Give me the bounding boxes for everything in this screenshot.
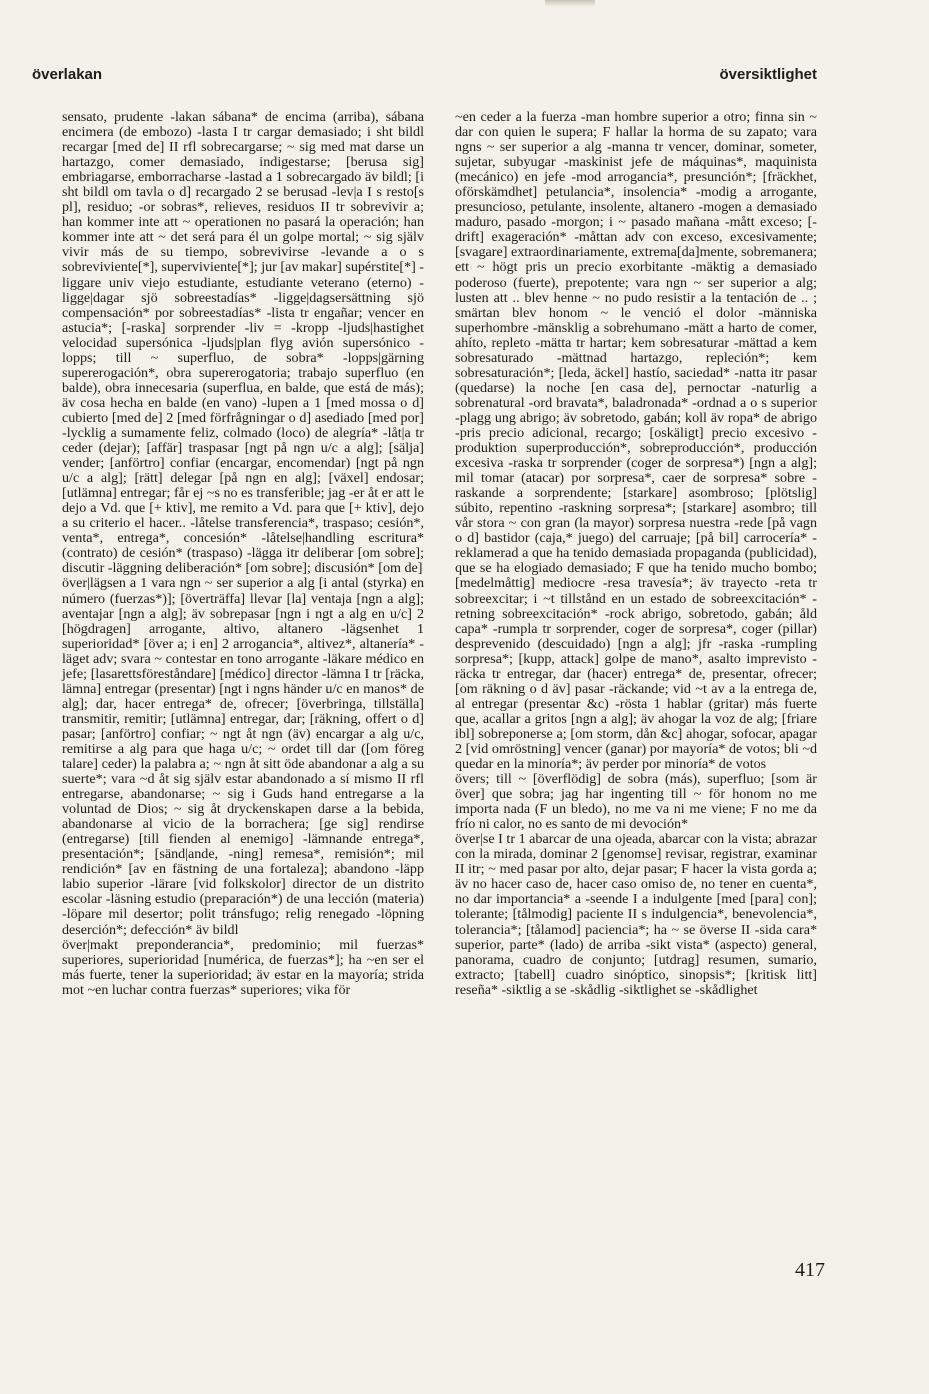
header-right-guide-word: översiktlighet <box>719 66 817 83</box>
entry-paragraph: ~en ceder a la fuerza -man hombre superior a otro; finna sin ~ dar con quien le supera; F hallar la horma de su zapato; vara ngns ~ ser superior a alg -manna tr vencer, dominar, someter, sujetar, subyugar -maskinist jefe de máquinas*, maquinista (mecánico) en jefe -mod arrogancia*, presunción*; [fräckhet, oförskämdhet] petulancia*, insolencia* -modig a arrogante, presuncioso, petulante, insolente, altanero -mogen a demasiado maduro, pasado -morgon; i ~ pasado mañana -mått exceso; [-drift] exageración* -måttan adv con exceso, excesivamente; [svagare] extraordinariamente, extrema[da]mente, sobremanera; ett ~ högt pris un precio exorbitante -mäktig a demasiado poderoso (fuerte), prepotente; vara ngn ~ ser superior a alg; lusten att .. blev henne ~ no pudo resistir a la tentación de .. ; smärtan blev honom ~ le venció el dolor -människa superhombre -mänsklig a sobrehumano -mätt a harto de comer, ahíto, repleto -mätta tr hartar; kem sobresaturar -mättad a kem sobresaturado -mättnad hartazgo, repleción*; kem sobresaturación*; [leda, äckel] hastío, saciedad* -natta itr pasar (quedarse) la noche [en casa de], pernoctar -naturlig a sobrenatural -ord bravata*, baladronada* -ordnad a o s superior -plagg ung abrigo; äv sobretodo, gabán; koll äv ropa* de abrigo -pris precio adicional, recargo; [oskäligt] precio excesivo -produktion superproducción*, sobreproducción*, producción excesiva -raska tr sorprender (coger de sorpresa*) [ngn a alg]; mil tomar (atacar) por sorpresa*, caer de sorpresa* sobre -raskande a sorprendente; [starkare] asombroso; [plötslig] súbito, repentino -raskning sorpresa*; [starkare] asombro; till vår stora ~ con gran (la mayor) sorpresa nuestra -rede [på vagn o d] bastidor (caja,* juego) del carruaje; [på bil] carrocería* -reklamerad a que ha tenido demasiada propaganda (publicidad), que se ha elogiado demasiado; F que ha tenido mucho bombo; [medelmåttig] mediocre -resa travesía*; äv trayecto -reta tr sobreexcitar; i ~t tillstånd en un estado de sobreexcitación* -retning sobreexcitación* -rock abrigo, sobretodo, gabán; åld capa* -rumpla tr sorprender, coger de sorpresa*, coger (pillar) desprevenido (descuidado) [ngn a alg]; jfr -raska -rumpling sorpresa*; [kupp, attack] golpe de mano*, asalto imprevisto -räcka tr entregar, dar (hacer) entrega* de, presentar, ofrecer; [om räkning o d äv] pasar -räckande; vid ~t av a la entrega de, al entregar (presentar &c) -rösta 1 hablar (gritar) más fuerte que, acallar a gritos [ngn a alg]; äv ahogar la voz de alg; [friare ibl] sobreponerse a; [om storm, dån &c] ahogar, sofocar, apagar 2 [vid omröstning] vencer (ganar) por mayoría* de votos; bli ~d quedar en la minoría*; äv perder por minoría* de votos <box>455 109 817 773</box>
entry-paragraph: över|lägsen a 1 vara ngn ~ ser superior a alg [i antal (styrka) en número (fuerzas*)]; [överträffa] llevar [la] ventaja [ngn a alg]; aventajar [ngn a alg]; äv sobrepasar [ngn i ngt a alg en u/c] 2 [högdragen] arrogante, altivo, altanero -lägsenhet 1 superioridad* [över a; i en] 2 arrogancia*, altivez*, altanería* -läget adv; svara ~ contestar en tono arrogante -läkare médico en jefe; [lasarettsföreståndare] [médico] director -lämna I tr [räcka, lämna] entregar (presentar) [ngt i ngns händer u/c en manos* de alg]; dar, hacer entrega* de, ofrecer; [överbringa, tillställa] transmitir, remitir; [utlämna] entregar, dar; [räkning, offert o d] pasar; [anförtro] confiar; ~ ngt åt ngn (äv) encargar a alg u/c, remitirse a alg para que haga u/c; ~ ordet till dar ([om föreg talare] ceder) la palabra a; ~ ngn åt sitt öde abandonar a alg a su suerte*; vara ~d åt sig själv estar abandonado a sí mismo II rfl entregarse, abandonarse; ~ sig i Guds hand entregarse a la voluntad de Dios; ~ sig åt dryckenskapen darse a la bebida, abandonarse al vicio de la borrachera; [ge sig] rendirse (entregarse) [till fienden al enemigo] -lämnande entrega*, presentación*; [sänd|ande, -ning] remesa*, remisión*; mil rendición* [av en fästning de una fortaleza]; abandono -läpp labio superior -lärare [vid folkskolor] director de un distrito escolar -läsning estudio (preparación*) de una lección (materia) -löpare mil desertor; polit tránsfugo; relig renegado -löpning deserción*; defección* äv bildl <box>62 575 424 938</box>
left-column <box>62 110 424 998</box>
entry-paragraph: övers; till ~ [överflödig] de sobra (más), superfluo; [som är över] que sobra; jag har ingenting till ~ för honom no me importa nada (F un bledo), no me va ni me viene; F no me da frío ni calor, no es santo de mi devoción* <box>455 771 817 833</box>
page-fold-mark <box>545 0 595 6</box>
entry-paragraph: över|makt preponderancia*, predominio; mil fuerzas* superiores, superioridad [numérica, de fuerzas*]; ha ~en ser el más fuerte, tener la superioridad; äv estar en la mayoría; strida mot ~en luchar contra fuerzas* superiores; vika för <box>62 936 424 998</box>
page-number: 417 <box>795 1259 825 1281</box>
right-column <box>455 110 817 998</box>
entry-paragraph: sensato, prudente -lakan sábana* de encima (arriba), sábana encimera (de embozo) -lasta I tr cargar demasiado; i sht bildl recargar [med de] II rfl sobrecargarse; ~ sig med mat darse un hartazgo, comer demasiado, indigestarse; [berusa sig] embriagarse, emborracharse -lastad a 1 sobrecargado äv bildl; [i sht bildl om tavla o d] recargado 2 se berusad -lev|a I s resto[s pl], residuo; -or sobras*, relieves, residuos II tr sobrevivir a; han kommer inte att ~ operationen no pasará la operación; han kommer inte att ~ det será para él un golpe mortal; ~ sig själv vivir más de su tiempo, sobrevivirse -levande a o s sobreviviente[*], superviviente[*]; jur [av makar] supérstite[*] -liggare univ viejo estudiante, estudiante veterano (eterno) -ligge|dagar sjö sobreestadías* -ligge|dagsersättning sjö compensación* por sobreestadías* -lista tr engañar; vencer en astucia*; [-raska] sorprender -liv = -kropp -ljuds|hastighet velocidad supersónica -ljuds|plan flyg avión supersónico -lopps; till ~ superfluo, de sobra* -lopps|gärning supererogación*, obra supererogatoria; trabajo superfluo (en balde), obra innecesaria (superflua, en balde, que está de más); äv cosa hecha en balde (en vano) -lupen a 1 [med mossa o d] cubierto [med de] 2 [med förfrågningar o d] asediado [med por] -lycklig a sumamente feliz, colmado (loco) de alegría* -låt|a tr ceder (dejar); [affär] traspasar [ngt på ngn u/c a alg]; [sälja] vender; [anförtro] confiar (encargar, encomendar) [ngt på ngn u/c a alg]; [rätt] delegar [på ngn en alg]; [växel] endosar; [utlämna] entregar; får ej ~s no es transferible; jag -er åt er att le dejo a Vd. que [+ ktiv], me remito a Vd. para que [+ ktiv], dejo a su criterio el hacer.. -låtelse transferencia*, traspaso; cesión*, venta*, entrega*, concesión* -låtelse|handling escritura* (contrato) de cesión* (traspaso) -lägga itr deliberar [om sobre]; discutir -läggning deliberación* [om sobre]; discusión* [om de] <box>62 109 424 577</box>
header-left-guide-word: överlakan <box>32 66 103 83</box>
running-header <box>32 66 817 88</box>
entry-paragraph: över|se I tr 1 abarcar de una ojeada, abarcar con la vista; abrazar con la mirada, dominar 2 [genomse] revisar, registrar, examinar II itr; ~ med pasar por alto, dejar pasar; F hacer la vista gorda a; äv no hacer caso de, hacer caso omiso de, no tener en cuenta*, no dar importancia* a -seende I a indulgente [med [para] con]; tolerante; [tålmodig] paciente II s indulgencia*, benevolencia*, tolerancia*; [tålamod] paciencia*; ha ~ se överse II -sida cara* superior, parte* (lado) de arriba -sikt vista* (aspecto) general, panorama, cuadro de conjunto; [utdrag] resumen, sumario, extracto; [tabell] cuadro sinóptico, sinopsis*; [kritisk litt] reseña* -siktlig a se -skådlig -siktlighet se -skådlighet <box>455 831 817 998</box>
